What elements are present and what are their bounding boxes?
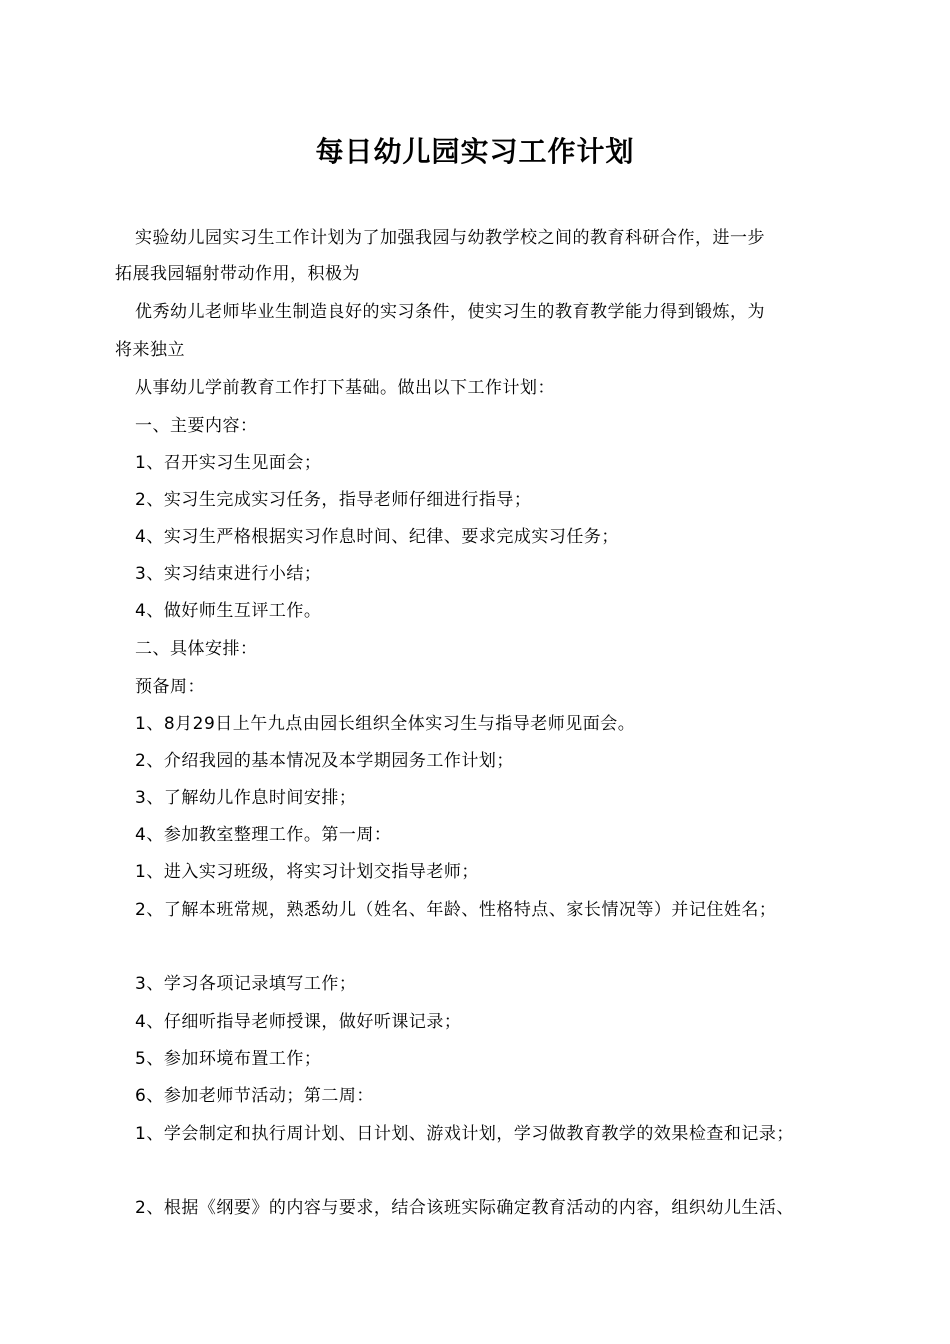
paragraph-line: 实验幼儿园实习生工作计划为了加强我园与幼教学校之间的教育科研合作，进一步 [135,228,765,248]
list-item: 4、实习生严格根据实习作息时间、纪律、要求完成实习任务； [135,527,619,547]
list-item: 1、8月29日上午九点由园长组织全体实习生与指导老师见面会。 [135,714,636,734]
list-item: 4、参加教室整理工作。第一周： [135,825,392,845]
paragraph-line: 从事幼儿学前教育工作打下基础。做出以下工作计划： [135,378,555,398]
paragraph-line: 优秀幼儿老师毕业生制造良好的实习条件，使实习生的教育教学能力得到锻炼，为 [135,302,765,322]
list-item: 2、根据《纲要》的内容与要求，结合该班实际确定教育活动的内容，组织幼儿生活、 [135,1198,794,1218]
list-item: 1、召开实习生见面会； [135,453,322,473]
paragraph-line: 将来独立 [115,340,185,360]
document-title: 每日幼儿园实习工作计划 [315,135,635,168]
list-item: 3、了解幼儿作息时间安排； [135,788,357,808]
list-item: 1、学会制定和执行周计划、日计划、游戏计划，学习做教育教学的效果检查和记录； [135,1124,794,1144]
list-item: 4、仔细听指导老师授课，做好听课记录； [135,1012,462,1032]
paragraph-line: 拓展我园辐射带动作用，积极为 [115,264,360,284]
list-item: 2、了解本班常规，熟悉幼儿（姓名、年龄、性格特点、家长情况等）并记住姓名； [135,900,777,920]
list-item: 3、学习各项记录填写工作； [135,974,357,994]
list-item: 3、实习结束进行小结； [135,564,322,584]
section-heading: 二、具体安排： [135,639,258,659]
list-item: 4、做好师生互评工作。 [135,601,322,621]
section-heading: 一、主要内容： [135,416,258,436]
list-item: 2、介绍我园的基本情况及本学期园务工作计划； [135,751,514,771]
subsection-heading: 预备周： [135,677,205,697]
list-item: 1、进入实习班级，将实习计划交指导老师； [135,862,479,882]
list-item: 2、实习生完成实习任务，指导老师仔细进行指导； [135,490,532,510]
list-item: 5、参加环境布置工作； [135,1049,322,1069]
list-item: 6、参加老师节活动；第二周： [135,1086,374,1106]
